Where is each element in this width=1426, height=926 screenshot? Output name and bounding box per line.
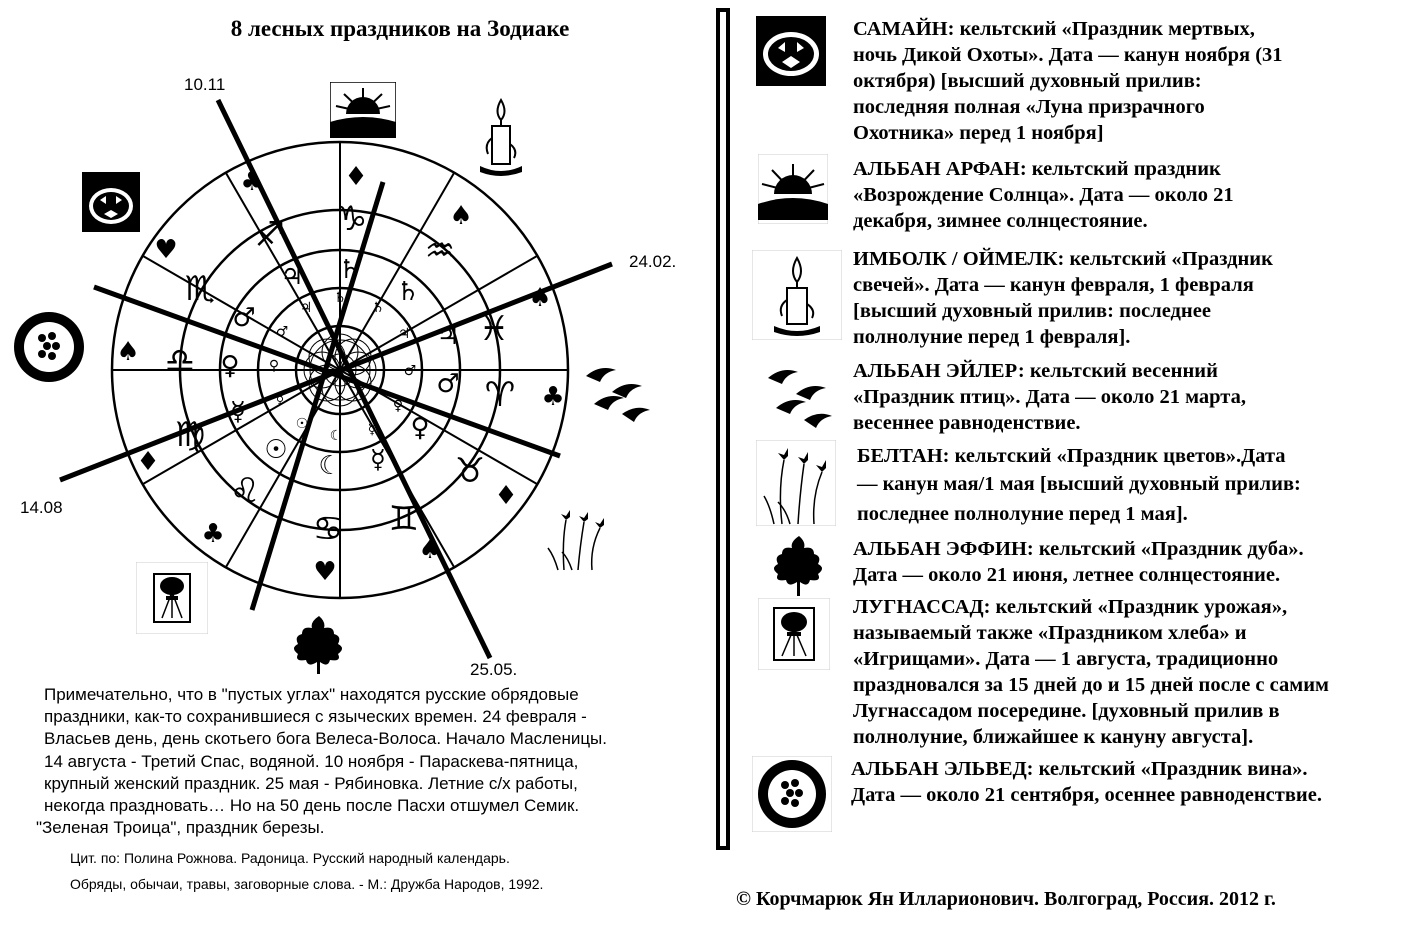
festival-line: праздновался за 15 дней до и 15 дней после с самим	[853, 674, 1329, 696]
svg-text:♀: ♀	[220, 351, 240, 381]
festival-line: [высший духовный прилив: последнее	[853, 300, 1211, 322]
festival-lughnasadh	[853, 594, 1423, 750]
festival-alban-arthan	[853, 156, 1423, 234]
rising-sun-icon	[758, 154, 828, 224]
note-line: праздники, как-то сохранившиеся с языческих времен. 24 февраля -	[44, 707, 587, 727]
flowers-icon	[544, 502, 610, 572]
festival-line: Дата — около 21 июня, летнее солнцестояние.	[853, 564, 1281, 586]
date-label-feb: 24.02.	[629, 252, 677, 271]
svg-text:☿: ☿	[370, 445, 386, 475]
note-line: Власьев день, день скотьего бога Велеса-Волоса. Начало Масленицы.	[44, 729, 608, 749]
note-text	[36, 684, 734, 839]
diagram-title: 8 лесных праздников на Зодиаке	[230, 16, 570, 41]
festival-line: — канун мая/1 мая [высший духовный прилив:	[857, 473, 1301, 495]
citation-line: Цит. по: Полина Рожнова. Радоница. Русский народный календарь.	[70, 850, 510, 866]
festival-line: ЛУГНАССАД: кельтский «Праздник урожая»,	[853, 596, 1288, 618]
svg-text:☉: ☉	[295, 416, 309, 432]
svg-text:♊: ♊	[388, 499, 420, 539]
festival-samhain	[853, 16, 1423, 146]
grapes-icon	[752, 756, 832, 832]
festival-line: последняя полная «Луна призрачного	[853, 96, 1205, 118]
svg-text:♦: ♦	[344, 162, 368, 192]
svg-text:♀: ♀	[268, 358, 280, 374]
festival-line: «Праздник птиц». Дата — около 21 марта,	[853, 386, 1246, 408]
svg-text:♓: ♓	[478, 309, 510, 349]
oak-leaf-icon	[290, 612, 348, 676]
svg-text:♠: ♠	[418, 535, 442, 565]
festival-line: АЛЬБАН ЭЛЬВЕД: кельтский «Праздник вина».	[851, 758, 1308, 780]
date-label-aug: 14.08	[20, 498, 63, 517]
svg-text:♂: ♂	[275, 324, 289, 340]
svg-text:♠: ♠	[116, 337, 140, 367]
svg-text:♂: ♂	[232, 303, 256, 333]
festival-line: называемый также «Праздником хлеба» и	[853, 622, 1247, 644]
pumpkin-icon	[82, 172, 140, 232]
svg-text:♥: ♥	[313, 557, 337, 587]
festival-line: полнолуние перед 1 февраля].	[853, 326, 1131, 348]
grapes-icon	[12, 310, 86, 384]
svg-text:♄: ♄	[333, 290, 347, 306]
festival-alban-elfed	[851, 756, 1421, 808]
pumpkin-icon	[756, 16, 826, 86]
svg-text:☉: ☉	[264, 435, 288, 465]
svg-text:♀: ♀	[410, 413, 430, 443]
festival-line: полнолуние, ближайшее к кануну августа].	[853, 726, 1254, 748]
svg-text:♍: ♍	[174, 415, 206, 455]
svg-text:♄: ♄	[371, 300, 385, 316]
svg-text:♦: ♦	[136, 447, 160, 477]
birds-icon	[582, 356, 654, 428]
festival-line: САМАЙН: кельтский «Праздник мертвых,	[853, 18, 1255, 40]
festival-line: ИМБОЛК / ОЙМЕЛК: кельтский «Праздник	[853, 248, 1273, 270]
festival-line: декабря, зимнее солнцестояние.	[853, 210, 1148, 232]
festival-alban-eilir	[853, 358, 1423, 436]
citation-line: Обряды, обычаи, травы, заговорные слова. - М.: Дружба Народов, 1992.	[70, 876, 544, 892]
festival-line: Дата — около 21 сентября, осеннее равноденствие.	[851, 784, 1322, 806]
date-label-may: 25.05.	[470, 660, 518, 679]
festival-imbolc	[853, 246, 1423, 350]
festival-line: Лугнассадом посередине. [духовный прилив в	[853, 700, 1280, 722]
svg-text:☿: ☿	[367, 422, 377, 438]
rising-sun-icon	[330, 82, 396, 138]
festival-line: «Игрищами». Дата — 1 августа, традиционно	[853, 648, 1279, 670]
svg-text:♂: ♂	[436, 369, 460, 399]
svg-text:☿: ☿	[275, 392, 285, 408]
festival-line: АЛЬБАН АРФАН: кельтский праздник	[853, 158, 1221, 180]
svg-text:♎: ♎	[164, 341, 196, 381]
svg-text:♌: ♌	[229, 471, 261, 511]
svg-text:♦: ♦	[494, 481, 518, 511]
svg-text:♉: ♉	[454, 451, 486, 491]
svg-text:☾: ☾	[329, 428, 343, 444]
vertical-divider	[716, 8, 730, 850]
svg-text:♃: ♃	[436, 321, 460, 351]
svg-text:♠: ♠	[449, 201, 473, 231]
svg-text:☾: ☾	[318, 451, 342, 481]
festival-line: весеннее равноденствие.	[853, 412, 1081, 434]
svg-text:♏: ♏	[184, 269, 216, 309]
svg-text:♣: ♣	[541, 382, 565, 412]
svg-text:♑: ♑	[336, 199, 368, 239]
svg-text:♣: ♣	[240, 167, 264, 197]
oak-leaf-icon	[768, 532, 830, 598]
festival-line: АЛЬБАН ЭЙЛЕР: кельтский весенний	[853, 360, 1218, 382]
festival-line: АЛЬБАН ЭФФИН: кельтский «Праздник дуба».	[853, 538, 1304, 560]
svg-text:♥: ♥	[154, 235, 178, 265]
birds-icon	[764, 356, 836, 436]
festival-alban-heruin	[853, 536, 1423, 588]
svg-text:♃: ♃	[280, 261, 304, 291]
festival-line: октября) [высший духовный прилив:	[853, 70, 1202, 92]
svg-text:♃: ♃	[397, 326, 411, 342]
wheat-sheaf-icon	[136, 562, 208, 634]
svg-text:♣: ♣	[201, 519, 225, 549]
copyright-text: © Корчмарюк Ян Илларионович. Волгоград, Россия. 2012 г.	[736, 888, 1276, 910]
svg-text:♐: ♐	[254, 215, 286, 255]
festival-line: БЕЛТАН: кельтский «Праздник цветов».Дата	[857, 445, 1286, 467]
festival-line: последнее полнолуние перед 1 мая].	[857, 503, 1188, 525]
svg-text:☿: ☿	[230, 397, 246, 427]
note-line: 14 августа - Третий Спас, водяной. 10 ноября - Параскева-пятница,	[44, 751, 579, 771]
festival-line: свечей». Дата — канун февраля, 1 февраля	[853, 274, 1254, 296]
wheat-sheaf-icon	[758, 598, 830, 670]
note-line: некогда праздновать… Но на 50 день после Пасхи отшумел Семик.	[44, 796, 580, 816]
svg-text:♂: ♂	[403, 363, 417, 379]
svg-text:♄: ♄	[338, 255, 362, 285]
date-label-nov: 10.11	[184, 75, 226, 94]
note-line: Примечательно, что в "пустых углах" находятся русские обрядовые	[44, 685, 579, 704]
svg-text:♀: ♀	[392, 398, 404, 414]
svg-text:♠: ♠	[528, 283, 552, 313]
festival-beltane	[853, 442, 1423, 528]
flowers-icon	[756, 440, 836, 526]
candle-icon	[470, 94, 532, 180]
festival-line: ночь Дикой Охоты». Дата — канун ноября (31	[853, 44, 1283, 66]
festival-line: «Возрождение Солнца». Дата — около 21	[853, 184, 1234, 206]
candle-icon	[752, 250, 842, 340]
svg-text:♒: ♒	[424, 231, 456, 271]
svg-text:♈: ♈	[484, 375, 516, 415]
svg-text:♄: ♄	[396, 277, 420, 307]
festival-line: Охотника» перед 1 ноября]	[853, 122, 1104, 144]
note-line: "Зеленая Троица", праздник березы.	[36, 818, 325, 838]
svg-text:♋: ♋	[312, 509, 344, 549]
svg-text:♃: ♃	[299, 300, 313, 316]
note-line: крупный женский праздник. 25 мая - Рябиновка. Летние с/х работы,	[44, 773, 578, 793]
